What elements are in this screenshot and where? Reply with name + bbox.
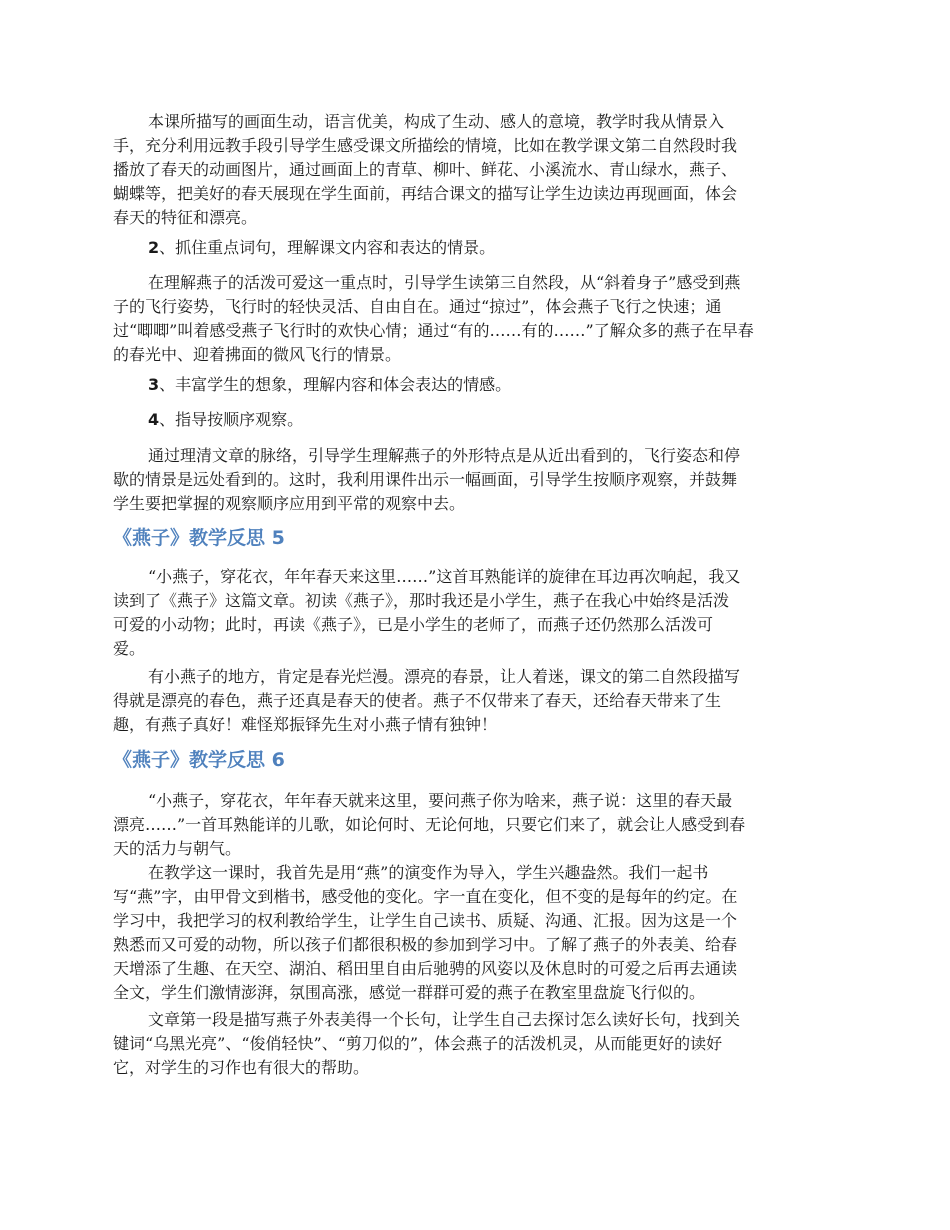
- list-text: 、指导按顺序观察。: [159, 410, 304, 429]
- text-line: 歇的情景是远处看到的。这时，我利用课件出示一幅画面，引导学生按顺序观察，并鼓舞: [113, 470, 738, 489]
- text-line: 本课所描写的画面生动，语言优美，构成了生动、感人的意境，教学时我从情景入: [148, 112, 725, 131]
- text-line: 通过理清文章的脉络，引导学生理解燕子的外形特点是从近出看到的，飞行姿态和停: [148, 446, 741, 465]
- text-line: 蝴蝶等，把美好的春天展现在学生面前，再结合课文的描写让学生边读边再现画面，体会: [113, 184, 738, 203]
- text-line: 过“唧唧”叫着感受燕子飞行时的欢快心情；通过“有的……有的……”了解众多的燕子在早春: [113, 321, 754, 340]
- text-line: 子的飞行姿势，飞行时的轻快灵活、自由自在。通过“掠过”，体会燕子飞行之快速；通: [113, 297, 722, 316]
- list-number: 3: [148, 375, 160, 394]
- text-line: 天增添了生趣、在天空、湖泊、稻田里自由后驰骋的风姿以及休息时的可爱之后再去通读: [113, 959, 738, 978]
- text-line: 的春光中、迎着拂面的微风飞行的情景。: [113, 345, 402, 364]
- text-line: 天的活力与朝气。: [113, 839, 242, 858]
- text-line: 文章第一段是描写燕子外表美得一个长句，让学生自己去探讨怎么读好长句，找到关: [148, 1010, 741, 1029]
- text-line: 有小燕子的地方，肯定是春光烂漫。漂亮的春景，让人着迷，课文的第二自然段描写: [148, 667, 741, 686]
- text-line: 趣，有燕子真好！难怪郑振铎先生对小燕子情有独钟！: [113, 715, 498, 734]
- text-line: 熟悉而又可爱的动物，所以孩子们都很积极的参加到学习中。了解了燕子的外表美、给春: [113, 935, 738, 954]
- text-line: 手，充分利用远教手段引导学生感受课文所描绘的情境，比如在教学课文第二自然段时我: [113, 136, 738, 155]
- list-text: 、丰富学生的想象，理解内容和体会表达的情感。: [159, 375, 512, 394]
- text-line: 学生要把掌握的观察顺序应用到平常的观察中去。: [113, 494, 466, 513]
- text-line: 漂亮……”一首耳熟能详的儿歌，如论何时、无论何地，只要它们来了，就会让人感受到春: [113, 815, 746, 834]
- text-line: 写“燕”字，由甲骨文到楷书，感受他的变化。字一直在变化，但不变的是每年的约定。在: [113, 887, 738, 906]
- list-number: 2: [148, 238, 160, 257]
- text-line: “小燕子，穿花衣，年年春天就来这里，要问燕子你为啥来，燕子说：这里的春天最: [148, 791, 733, 810]
- text-line: 爱。: [113, 639, 146, 658]
- text-line: “小燕子，穿花衣，年年春天来这里……”这首耳熟能详的旋律在耳边再次响起，我又: [148, 567, 741, 586]
- text-line: 得就是漂亮的春色，燕子还真是春天的使者。燕子不仅带来了春天，还给春天带来了生: [113, 691, 722, 710]
- section-heading-6: 《燕子》教学反思 6: [113, 749, 285, 771]
- list-number: 4: [148, 410, 160, 429]
- text-line: 在理解燕子的活泼可爱这一重点时，引导学生读第三自然段，从“斜着身子”感受到燕: [148, 273, 741, 292]
- text-line: 全文，学生们激情澎湃，氛围高涨，感觉一群群可爱的燕子在教室里盘旋飞行似的。: [113, 983, 706, 1002]
- text-line: 播放了春天的动画图片，通过画面上的青草、柳叶、鲜花、小溪流水、青山绿水，燕子、: [113, 160, 738, 179]
- text-line: 可爱的小动物；此时，再读《燕子》，已是小学生的老师了，而燕子还仍然那么活泼可: [113, 615, 714, 634]
- text-line: 读到了《燕子》这篇文章。初读《燕子》，那时我还是小学生，燕子在我心中始终是活泼: [113, 591, 730, 610]
- list-text: 、抓住重点词句，理解课文内容和表达的情景。: [159, 238, 496, 257]
- text-line: 春天的特征和漂亮。: [113, 208, 258, 227]
- text-line: 它，对学生的习作也有很大的帮助。: [113, 1058, 370, 1077]
- text-line: 在教学这一课时，我首先是用“燕”的演变作为导入，学生兴趣盎然。我们一起书: [148, 863, 709, 882]
- section-heading-5: 《燕子》教学反思 5: [113, 527, 285, 549]
- text-line: 键词“乌黑光亮”、“俊俏轻快”、“剪刀似的”，体会燕子的活泼机灵，从而能更好的读好: [113, 1034, 723, 1053]
- text-line: 学习中，我把学习的权利教给学生，让学生自己读书、质疑、沟通、汇报。因为这是一个: [113, 911, 738, 930]
